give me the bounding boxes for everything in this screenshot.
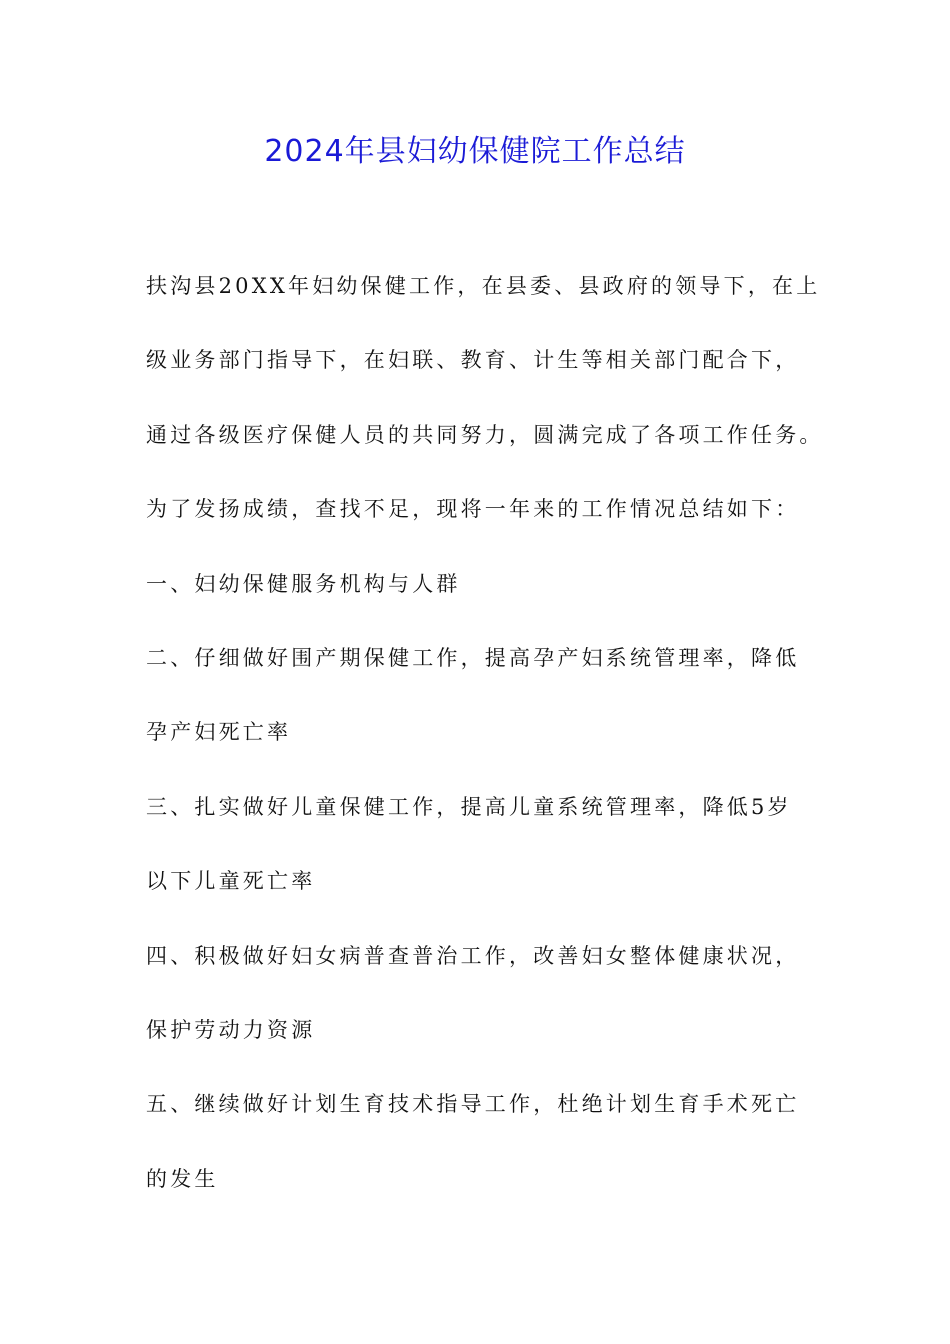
intro-line-1: 扶沟县20XX年妇幼保健工作，在县委、县政府的领导下，在上	[146, 274, 821, 298]
intro-line-3: 通过各级医疗保健人员的共同努力，圆满完成了各项工作任务。	[146, 422, 824, 447]
section-heading-5: 五、继续做好计划生育技术指导工作，杜绝计划生育手术死亡	[146, 1092, 800, 1117]
section-heading-1: 一、妇幼保健服务机构与人群	[146, 571, 461, 596]
page-title: 2024年县妇幼保健院工作总结	[264, 134, 686, 169]
intro-line-4: 为了发扬成绩，查找不足，现将一年来的工作情况总结如下：	[146, 497, 800, 522]
section-heading-3-cont: 以下儿童死亡率	[146, 869, 316, 894]
section-heading-4: 四、积极做好妇女病普查普治工作，改善妇女整体健康状况，	[146, 943, 800, 968]
intro-line-2: 级业务部门指导下，在妇联、教育、计生等相关部门配合下，	[146, 348, 800, 373]
section-heading-5-cont: 的发生	[146, 1166, 219, 1191]
section-heading-2-cont: 孕产妇死亡率	[146, 720, 292, 745]
section-heading-2: 二、仔细做好围产期保健工作，提高孕产妇系统管理率，降低	[146, 645, 800, 670]
section-heading-3: 三、扎实做好儿童保健工作，提高儿童系统管理率，降低5岁	[146, 794, 792, 819]
document-body	[146, 262, 846, 1229]
section-heading-4-cont: 保护劳动力资源	[146, 1017, 316, 1042]
